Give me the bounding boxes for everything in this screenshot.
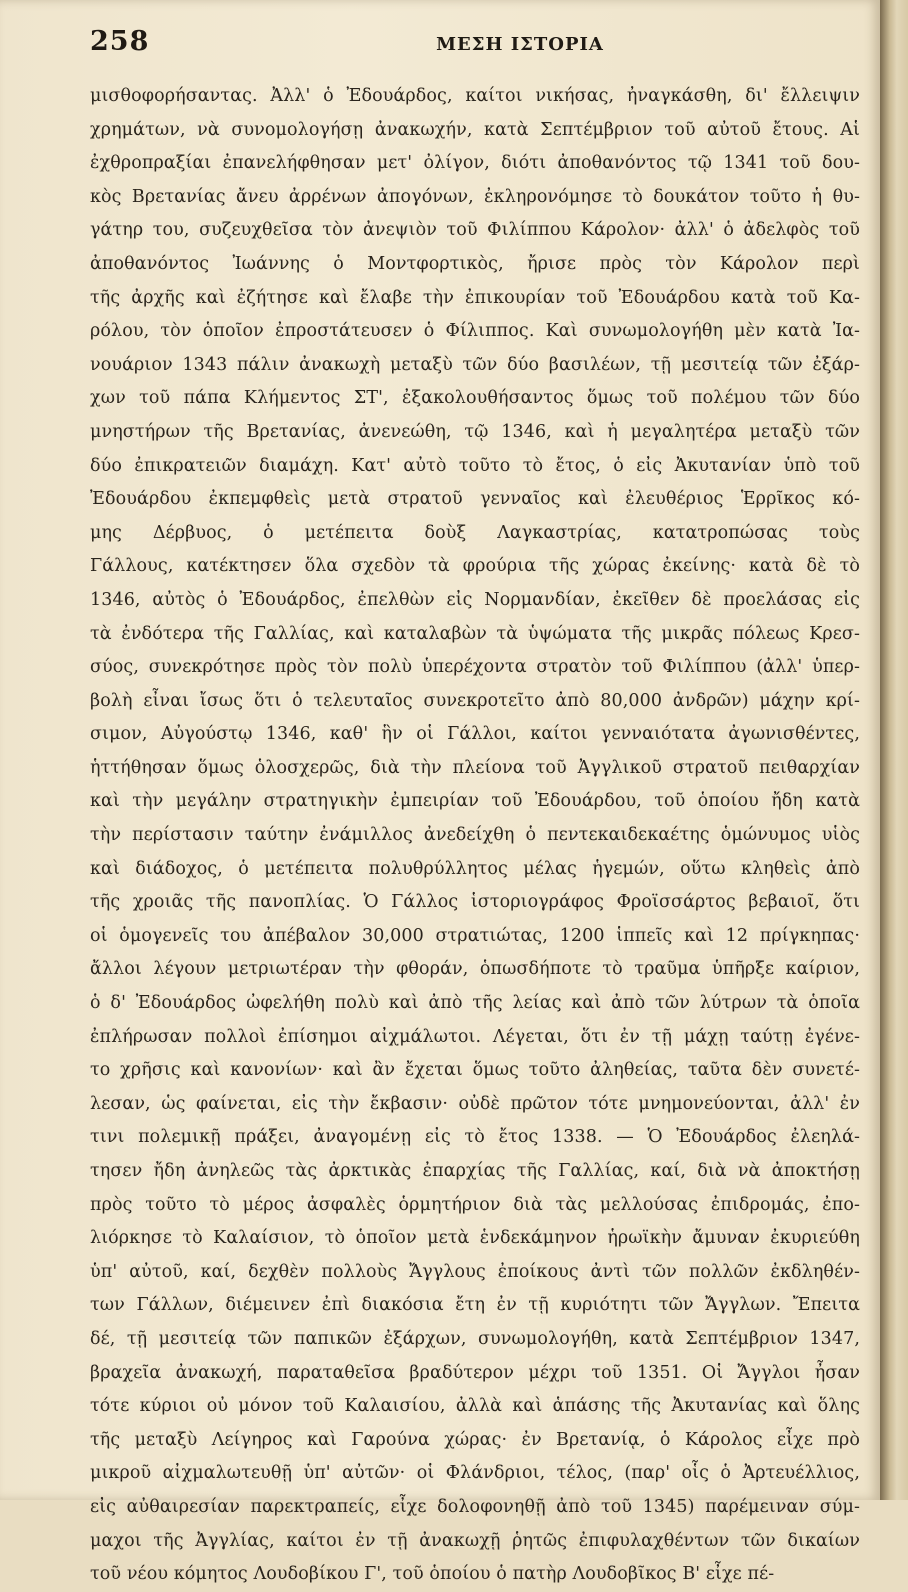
body-text [90, 80, 860, 1592]
text-line: μισθοφορήσαντας. Ἀλλ' ὁ Ἐδουάρδος, καίτοι νικήσας, ἠναγκάσθη, δι' ἔλλειψιν [90, 86, 860, 106]
text-line: βραχεῖα ἀνακωχή, παραταθεῖσα βραδύτερον μέχρι τοῦ 1351. Οἱ Ἄγγλοι ἦσαν [90, 1362, 860, 1383]
text-line: μικροῦ αἰχμαλωτευθῇ ὑπ' αὐτῶν· οἱ Φλάνδριοι, τέλος, (παρ' οἷς ὁ Ἀρτευέλλιος, [90, 1463, 860, 1484]
text-line: κὸς Βρετανίας ἄνευ ἀρρένων ἀπογόνων, ἐκληρονόμησε τὸ δουκάτον τοῦτο ἡ θυ- [90, 186, 860, 207]
text-line: μαχοι τῆς Ἀγγλίας, καίτοι ἐν τῇ ἀνακωχῇ ῥητῶς ἐπιφυλαχθέντων τῶν δικαίων [90, 1530, 860, 1551]
running-head: ΜΕΣΗ ΙΣΤΟΡΙΑ [436, 34, 604, 55]
text-line: τοῦ νέου κόμητος Λουδοβίκου Γ', τοῦ ὁποίου ὁ πατὴρ Λουδοβῖκος Β' εἶχε πέ- [90, 1564, 775, 1585]
text-line: λιόρκησε τὸ Καλαίσιον, τὸ ὁποῖον μετὰ ἑνδεκάμηνον ἡρωϊκὴν ἄμυναν ἐκυριεύθη [90, 1228, 860, 1249]
text-line: χων τοῦ πάπα Κλήμεντος ΣΤ', ἐξακολουθήσαντος ὅμως τοῦ πολέμου τῶν δύο [90, 388, 860, 409]
text-line: ἄλλοι λέγουν μετριωτέραν τὴν φθοράν, ὁπωσδήποτε τὸ τραῦμα ὑπῆρξε καίριον, [90, 959, 860, 980]
text-line: τῆς ἀρχῆς καὶ ἐζήτησε καὶ ἔλαβε τὴν ἐπικουρίαν τοῦ Ἐδουάρδου κατὰ τοῦ Κα- [90, 287, 860, 308]
text-line: εἰς αὐθαιρεσίαν παρεκτραπείς, εἶχε δολοφονηθῇ ἀπὸ τοῦ 1345) παρέμειναν σύμ- [90, 1496, 860, 1517]
text-line: Ἐδουάρδου ἐκπεμφθεὶς μετὰ στρατοῦ γενναῖος καὶ ἐλευθέριος Ἑρρῖκος κό- [90, 489, 860, 510]
text-line: 1346, αὐτὸς ὁ Ἐδουάρδος, ἐπελθὼν εἰς Νορμανδίαν, ἐκεῖθεν δὲ προελάσας εἰς [90, 589, 860, 610]
text-line: λεσαν, ὡς φαίνεται, εἰς τὴν ἔκβασιν· οὐδὲ πρῶτον τότε μνημονεύονται, ἀλλ' ἐν [90, 1093, 860, 1114]
text-line: ὁ δ' Ἐδουάρδος ὠφελήθη πολὺ καὶ ἀπὸ τῆς λείας καὶ ἀπὸ τῶν λύτρων τὰ ὁποῖα [90, 993, 860, 1014]
text-line: γάτηρ του, συζευχθεῖσα τὸν ἀνεψιὸν τοῦ Φιλίππου Κάρολον· ἀλλ' ὁ ἀδελφὸς τοῦ [90, 220, 860, 241]
page-header [90, 26, 860, 66]
text-line: σύος, συνεκρότησε πρὸς τὸν πολὺ ὑπερέχοντα στρατὸν τοῦ Φιλίππου (ἀλλ' ὑπερ- [90, 657, 860, 678]
text-line: νουάριον 1343 πάλιν ἀνακωχὴ μεταξὺ τῶν δύο βασιλέων, τῇ μεσιτείᾳ τῶν ἐξάρ- [90, 354, 860, 375]
text-line: τότε κύριοι οὐ μόνον τοῦ Καλαισίου, ἀλλὰ καὶ ἁπάσης τῆς Ἀκυτανίας καὶ ὅλης [90, 1396, 860, 1417]
text-line: δύο ἐπικρατειῶν διαμάχη. Κατ' αὐτὸ τοῦτο τὸ ἔτος, ὁ εἰς Ἀκυτανίαν ὑπὸ τοῦ [90, 455, 860, 476]
text-line: σιμον, Αὐγούστῳ 1346, καθ' ἣν οἱ Γάλλοι, καίτοι γενναιότατα ἀγωνισθέντες, [90, 724, 860, 745]
text-line: ἡττήθησαν ὅμως ὁλοσχερῶς, διὰ τὴν πλείονα τοῦ Ἀγγλικοῦ στρατοῦ πειθαρχίαν [90, 757, 860, 778]
text-line: Γάλλους, κατέκτησεν ὅλα σχεδὸν τὰ φρούρια τῆς χώρας ἐκείνης· κατὰ δὲ τὸ [90, 556, 860, 577]
text-line: καὶ τὴν μεγάλην στρατηγικὴν ἐμπειρίαν τοῦ Ἐδουάρδου, τοῦ ὁποίου ἤδη κατὰ [90, 791, 860, 812]
text-line: πρὸς τοῦτο τὸ μέρος ἀσφαλὲς ὁρμητήριον διὰ τὰς μελλούσας ἐπιδρομάς, ἐπο- [90, 1194, 860, 1215]
text-line: μης Δέρβυος, ὁ μετέπειτα δοὺξ Λαγκαστρίας, κατατροπώσας τοὺς [90, 522, 860, 543]
text-line: καὶ διάδοχος, ὁ μετέπειτα πολυθρύλλητος μέλας ἡγεμών, οὕτω κληθεὶς ἀπὸ [90, 858, 860, 879]
page-number: 258 [90, 26, 150, 57]
page-gutter [880, 0, 908, 1500]
text-line: βολὴ εἶναι ἴσως ὅτι ὁ τελευταῖος συνεκροτεῖτο ἀπὸ 80,000 ἀνδρῶν) μάχην κρί- [90, 690, 860, 711]
text-line: τὰ ἐνδότερα τῆς Γαλλίας, καὶ καταλαβὼν τὰ ὑψώματα τῆς μικρᾶς πόλεως Κρεσ- [90, 623, 860, 644]
text-line: τῆς μεταξὺ Λείγηρος καὶ Γαρούνα χώρας· ἐν Βρετανίᾳ, ὁ Κάρολος εἶχε πρὸ [90, 1429, 860, 1450]
text-line: τινι πολεμικῇ πράξει, ἀναγομένῃ εἰς τὸ ἔτος 1338. — Ὁ Ἐδουάρδος ἐλεηλά- [90, 1127, 860, 1148]
text-line: ὑπ' αὐτοῦ, καί, δεχθὲν πολλοὺς Ἄγγλους ἐποίκους ἀντὶ τῶν πολλῶν ἐκδληθέν- [90, 1261, 860, 1282]
text-line: δέ, τῇ μεσιτείᾳ τῶν παπικῶν ἐξάρχων, συνωμολογήθη, κατὰ Σεπτέμβριον 1347, [90, 1328, 860, 1349]
text-line: χρημάτων, νὰ συνομολογήσῃ ἀνακωχήν, κατὰ Σεπτέμβριον τοῦ αὐτοῦ ἔτους. Αἱ [90, 119, 860, 140]
text-line: το χρῆσις καὶ κανονίων· καὶ ἂν ἔχεται ὅμως τοῦτο ἀληθείας, ταῦτα δὲν συνετέ- [90, 1060, 860, 1081]
text-line: ἀποθανόντος Ἰωάννης ὁ Μοντφορτικὸς, ἤρισε πρὸς τὸν Κάρολον περὶ [90, 253, 860, 274]
text-line: τὴν περίστασιν ταύτην ἐνάμιλλος ἀνεδείχθη ὁ πεντεκαιδεκαέτης ὁμώνυμος υἱὸς [90, 825, 860, 846]
text-line: των Γάλλων, διέμεινεν ἐπὶ διακόσια ἔτη ἐν τῇ κυριότητι τῶν Ἄγγλων. Ἔπειτα [90, 1295, 860, 1316]
text-line: οἱ ὁμογενεῖς του ἀπέβαλον 30,000 στρατιώτας, 1200 ἱππεῖς καὶ 12 πρίγκηπας· [90, 925, 860, 946]
text-line: μνηστήρων τῆς Βρετανίας, ἀνενεώθη, τῷ 1346, καὶ ἡ μεγαλητέρα μεταξὺ τῶν [90, 421, 860, 442]
text-line: τησεν ἤδη ἀνηλεῶς τὰς ἀρκτικὰς ἐπαρχίας τῆς Γαλλίας, καί, διὰ νὰ ἀποκτήσῃ [90, 1161, 860, 1181]
text-line: ἐπλήρωσαν πολλοὶ ἐπίσημοι αἰχμάλωτοι. Λέγεται, ὅτι ἐν τῇ μάχῃ ταύτῃ ἐγένε- [90, 1026, 860, 1047]
text-line: ρόλου, τὸν ὁποῖον ἐπροστάτευσεν ὁ Φίλιππος. Καὶ συνωμολογήθη μὲν κατὰ Ἰα- [90, 321, 860, 342]
text-line: τῆς χροιᾶς τῆς πανοπλίας. Ὁ Γάλλος ἱστοριογράφος Φροϊσσάρτος βεβαιοῖ, ὅτι [90, 892, 860, 913]
text-line: ἐχθροπραξίαι ἐπανελήφθησαν μετ' ὀλίγον, διότι ἀποθανόντος τῷ 1341 τοῦ δου- [90, 153, 860, 174]
